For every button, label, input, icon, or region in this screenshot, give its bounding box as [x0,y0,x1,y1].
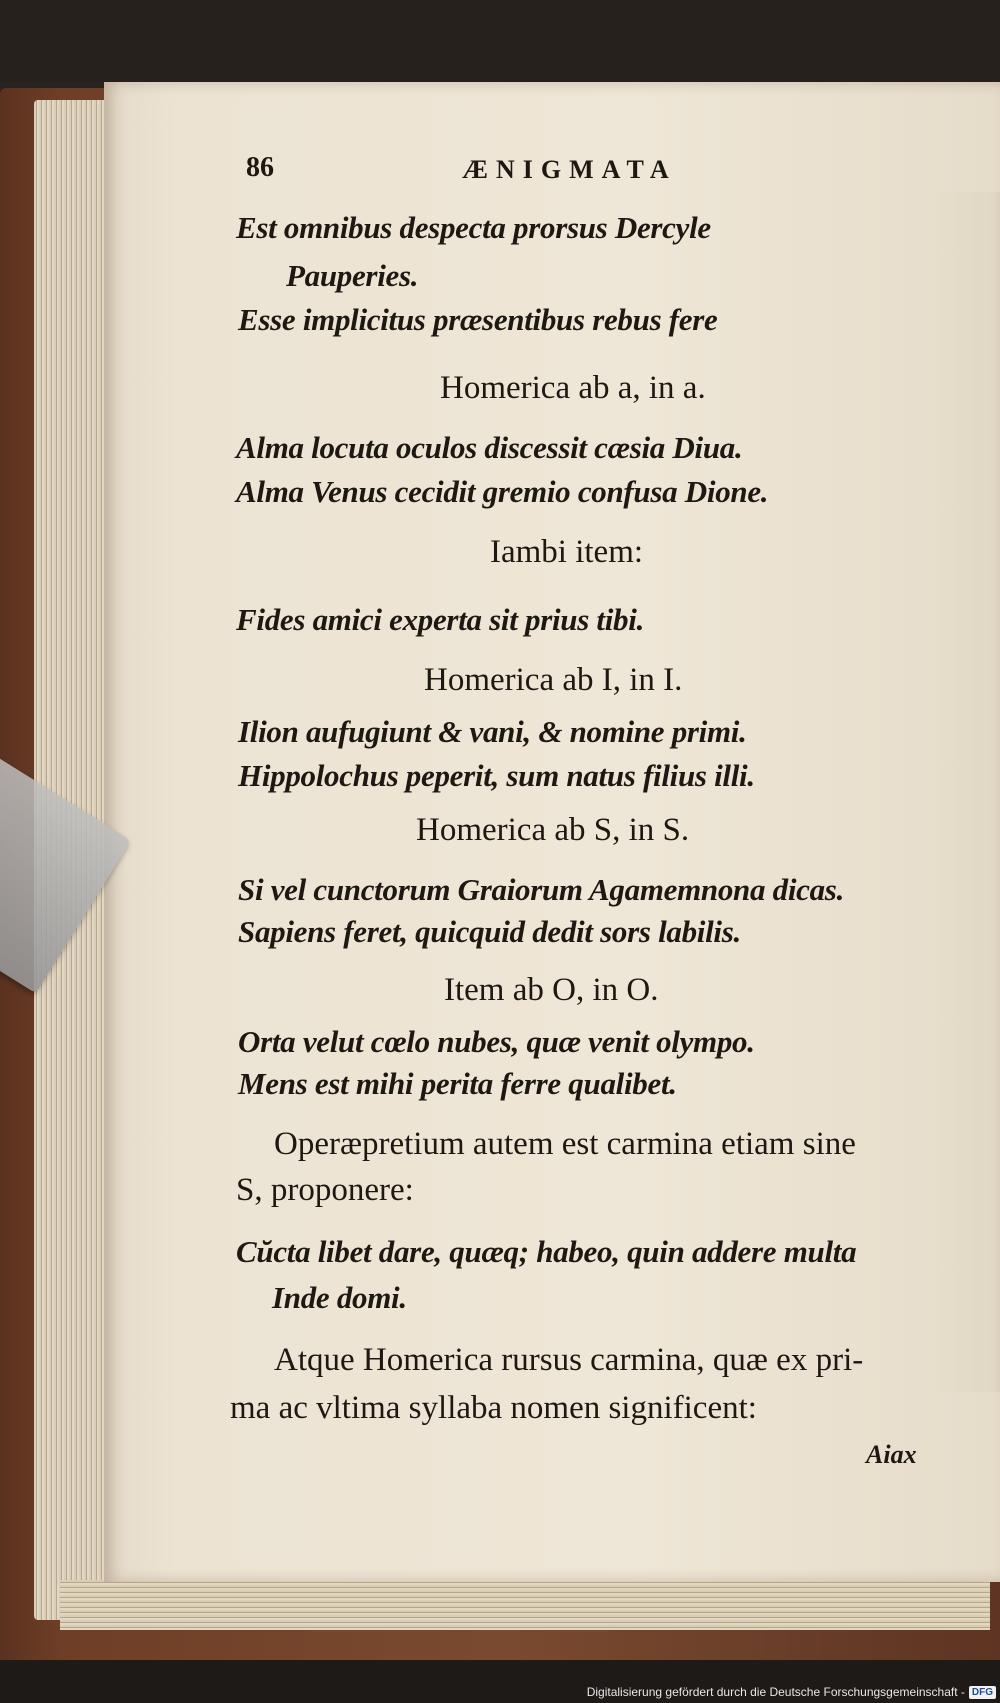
dfg-logo: DFG [969,1686,996,1699]
catchword: Aiax [866,1440,917,1469]
verse-line: Ilion aufugiunt & vani, & nomine primi. [238,714,747,749]
verse-line: Cŭcta libet dare, quæq; habeo, quin addere multa [236,1234,857,1269]
prose-line: ma ac vltima syllaba nomen significent: [230,1390,757,1426]
section-heading: Homerica ab S, in S. [416,812,690,848]
verse-line: Alma Venus cecidit gremio confusa Dione. [236,474,769,509]
verse-line: Orta velut cœlo nubes, quæ venit olympo. [238,1024,755,1059]
verse-line: Inde domi. [272,1280,407,1315]
verse-line: Hippolochus peperit, sum natus filius illi. [238,758,755,793]
verse-line: Pauperies. [286,258,419,293]
verse-line: Sapiens feret, quicquid dedit sors labilis. [238,914,741,949]
scan-background-top [0,0,1000,82]
verse-line: Si vel cunctorum Graiorum Agamemnona dicas. [238,872,845,907]
prose-line: Operæpretium autem est carmina etiam sine [274,1126,856,1162]
credit-text: Digitalisierung gefördert durch die Deutsche Forschungsgemeinschaft - [586,1685,965,1699]
section-heading: Homerica ab I, in I. [424,662,683,698]
verse-line: Mens est mihi perita ferre qualibet. [238,1066,677,1101]
running-head: ÆNIGMATA [462,155,677,184]
prose-line: Atque Homerica rursus carmina, quæ ex pri- [274,1342,864,1378]
section-heading: Homerica ab a, in a. [440,370,706,406]
prose-line: S, proponere: [236,1172,414,1208]
verse-line: Esse implicitus præsentibus rebus fere [238,302,718,337]
verse-line: Alma locuta oculos discessit cæsia Diua. [236,430,743,465]
verse-line: Est omnibus despecta prorsus Dercyle [236,210,711,245]
page-edges-bottom [60,1580,990,1630]
digitization-credit [587,1685,996,1699]
verse-line: Fides amici experta sit prius tibi. [236,602,645,637]
section-heading: Item ab O, in O. [444,972,659,1008]
page-number: 86 [246,152,274,183]
section-heading: Iambi item: [490,534,644,570]
show-through [934,192,1000,1392]
